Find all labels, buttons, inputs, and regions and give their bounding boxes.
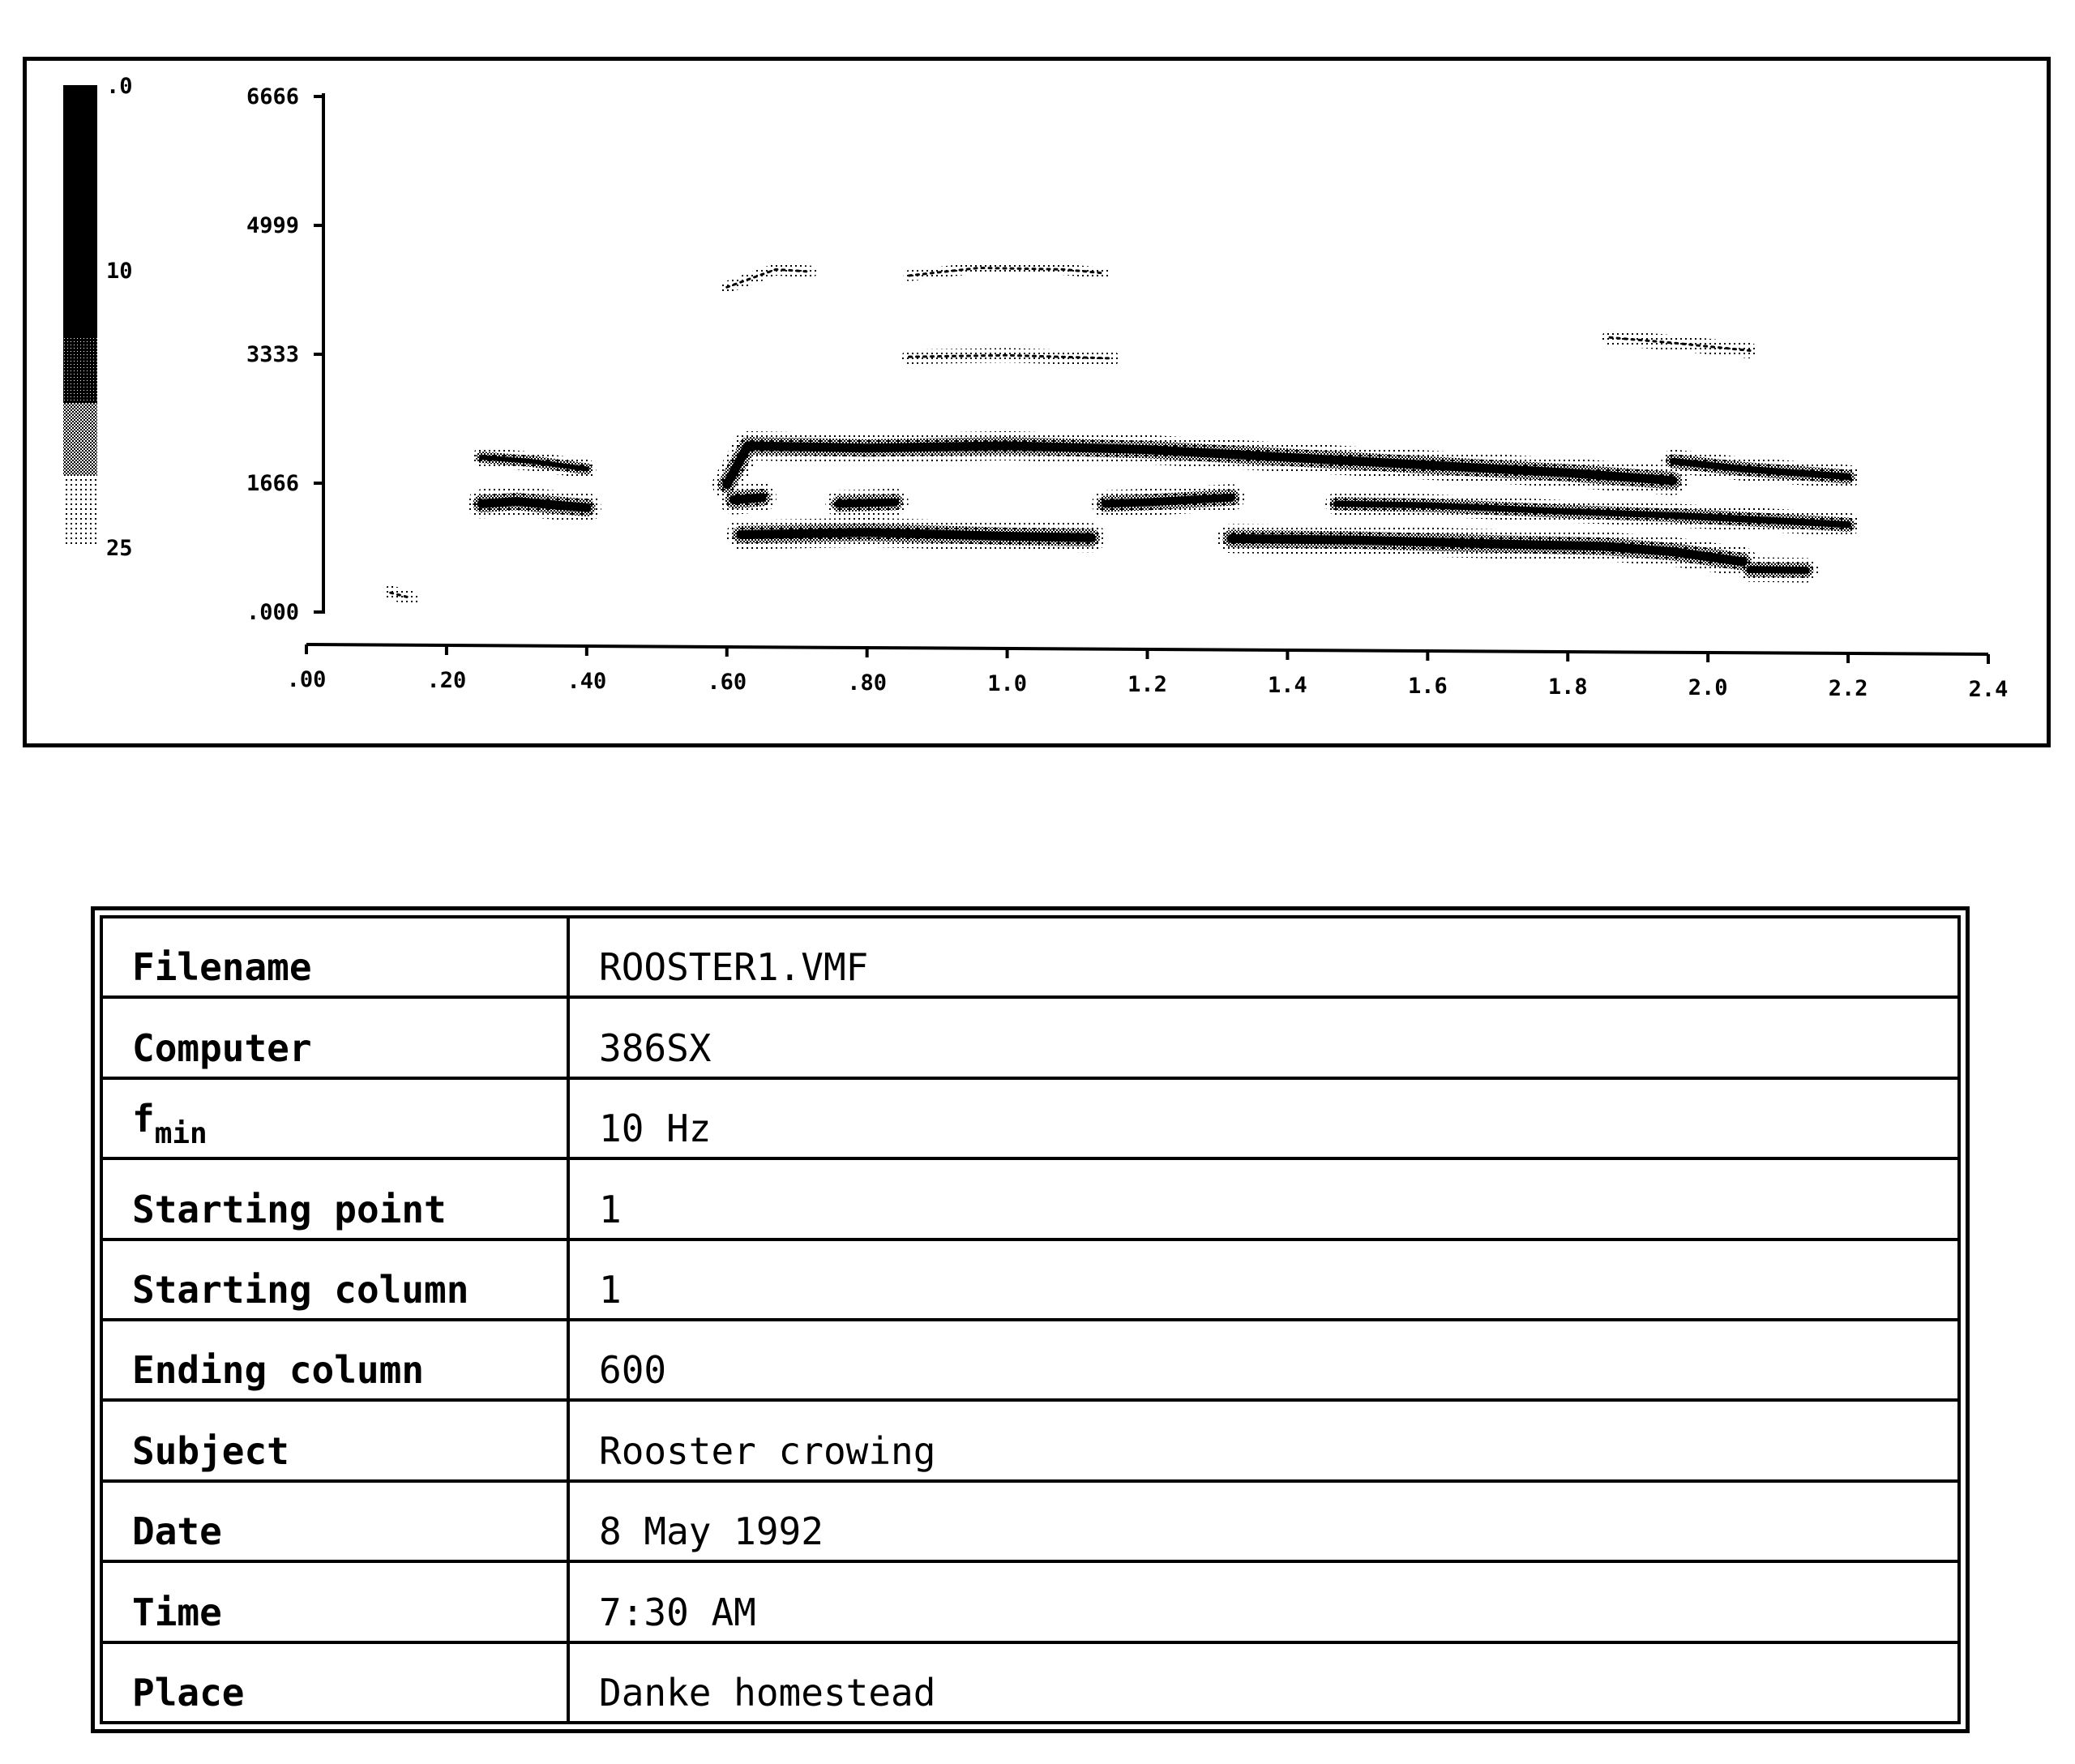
info-label: Place	[101, 1642, 568, 1723]
info-label: Starting column	[101, 1240, 568, 1320]
info-row	[101, 997, 1959, 1077]
info-label: Ending column	[101, 1320, 568, 1400]
x-axis	[287, 644, 2009, 702]
info-row	[101, 1320, 1959, 1400]
info-value: 386SX	[568, 997, 1959, 1077]
info-label: Time	[101, 1561, 568, 1642]
spectrogram-panel	[23, 57, 2051, 747]
spectrogram-trace	[1673, 461, 1848, 477]
x-tick-label: 1.4	[1268, 673, 1307, 698]
info-value: 1	[568, 1158, 1959, 1239]
info-value: Rooster crowing	[568, 1400, 1959, 1480]
info-value: 10 Hz	[568, 1078, 1959, 1158]
x-tick-label: .60	[707, 670, 747, 695]
info-row	[101, 1158, 1959, 1239]
info-label: Date	[101, 1481, 568, 1561]
spectrogram-trace	[1673, 516, 1848, 524]
colorbar-label: .0	[106, 74, 133, 99]
info-value: 600	[568, 1320, 1959, 1400]
y-tick-label: 4999	[246, 213, 299, 239]
info-value: 8 May 1992	[568, 1481, 1959, 1561]
x-tick-label: 2.2	[1828, 676, 1868, 701]
colorbar-labels	[106, 74, 133, 561]
info-row	[101, 1481, 1959, 1561]
info-value: Danke homestead	[568, 1642, 1959, 1723]
info-row	[101, 917, 1959, 997]
info-value: ROOSTER1.VMF	[568, 917, 1959, 997]
info-value: 7:30 AM	[568, 1561, 1959, 1642]
spectrogram-trace	[1231, 538, 1743, 562]
spectrogram-trace	[741, 533, 1091, 538]
spectrogram-trace	[1750, 570, 1806, 571]
x-tick-label: 1.6	[1407, 674, 1448, 699]
spectrogram-trace	[734, 498, 762, 500]
info-value: 1	[568, 1240, 1959, 1320]
info-row	[101, 1078, 1959, 1158]
spectrogram-trace	[1106, 498, 1232, 504]
colorbar-band-mid	[63, 403, 97, 476]
spectrogram-trace	[909, 268, 1106, 276]
x-tick-label: 1.8	[1547, 674, 1588, 700]
info-label: Computer	[101, 997, 568, 1077]
info-label: Starting point	[101, 1158, 568, 1239]
colorbar-band-dense	[63, 338, 97, 403]
x-tick-label: 2.0	[1688, 675, 1728, 700]
info-table-frame	[91, 906, 1970, 1733]
x-tick-label: .20	[426, 668, 467, 693]
spectrogram-chart	[27, 61, 2047, 743]
x-tick-label: .40	[567, 669, 607, 694]
colorbar-label: 10	[106, 259, 133, 284]
info-label: $f_{min}$	[101, 1078, 568, 1158]
y-tick-label: 1666	[246, 471, 299, 497]
spectrogram-trace	[1337, 503, 1673, 515]
info-row	[101, 1561, 1959, 1642]
spectrogram-trace	[727, 269, 811, 287]
info-table	[100, 915, 1961, 1724]
colorbar	[63, 85, 97, 547]
info-row	[101, 1240, 1959, 1320]
y-tick-label: 3333	[246, 342, 299, 367]
x-tick-label: .80	[847, 670, 888, 696]
x-tick-label: 1.2	[1127, 672, 1167, 697]
info-label-subscript: min	[154, 1117, 208, 1151]
spectrogram-trace	[727, 446, 1673, 485]
colorbar-band-light	[63, 476, 97, 547]
info-label: Filename	[101, 917, 568, 997]
spectrogram-trace	[481, 457, 587, 469]
spectrogram-trace	[391, 593, 412, 598]
y-tick-label: 6666	[246, 84, 299, 109]
colorbar-band-dark	[63, 85, 97, 338]
spectrogram-traces	[391, 268, 1848, 597]
info-row	[101, 1642, 1959, 1723]
x-tick-label: 1.0	[987, 671, 1027, 696]
x-tick-label: 2.4	[1968, 677, 2009, 702]
y-axis	[246, 84, 323, 625]
spectrogram-trace	[909, 355, 1113, 358]
y-tick-label: .000	[246, 600, 299, 625]
spectrogram-trace	[1610, 337, 1750, 350]
info-label: Subject	[101, 1400, 568, 1480]
info-row	[101, 1400, 1959, 1480]
x-tick-label: .00	[286, 667, 327, 692]
colorbar-label: 25	[106, 536, 133, 561]
spectrogram-trace	[481, 502, 587, 508]
spectrogram-trace	[839, 503, 895, 504]
